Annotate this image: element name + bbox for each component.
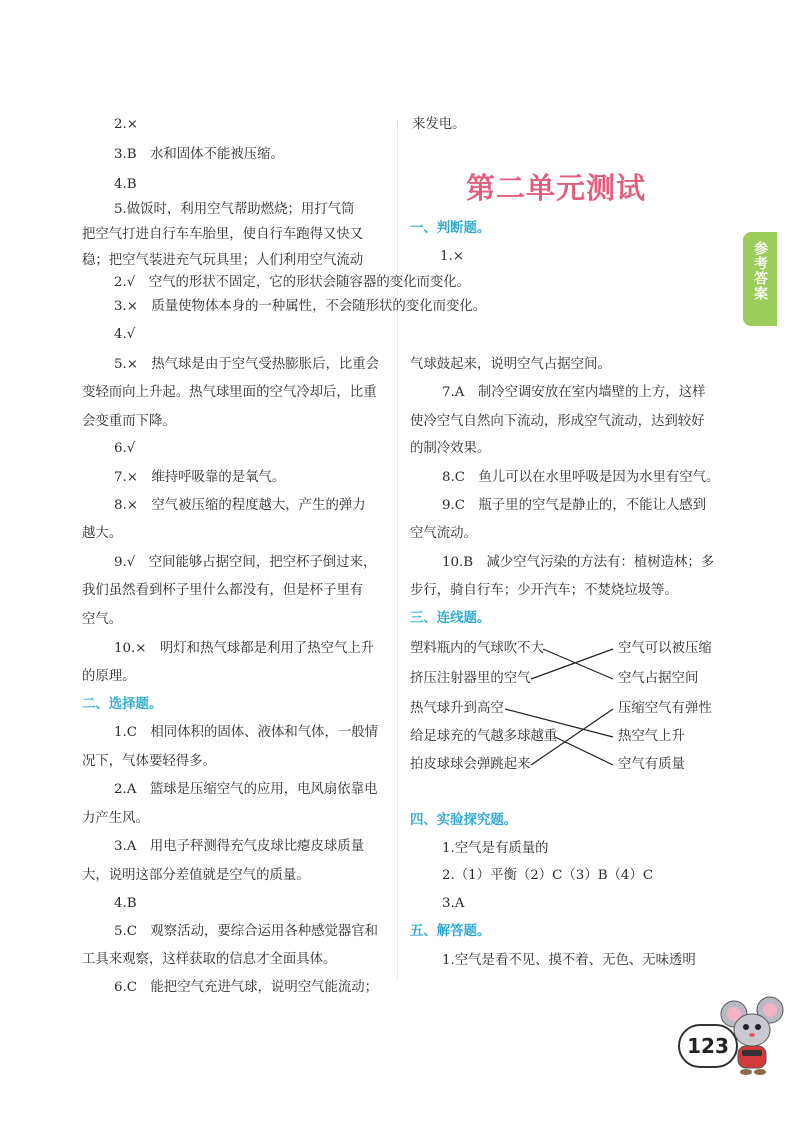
match-line: [531, 649, 613, 679]
answer-line: 会变重而下降。: [82, 414, 176, 429]
match-left-item: 塑料瓶内的气球吹不大: [410, 641, 544, 656]
answer-line: 5.× 热气球是由于空气受热膨胀后，比重会: [114, 357, 380, 372]
answer-line: 步行，骑自行车；少开汽车；不焚烧垃圾等。: [410, 583, 678, 598]
answer-line: 10.B 减少空气污染的方法有：植树造林；多: [442, 555, 715, 570]
matching-lines: [405, 632, 735, 792]
continuation-text: 来发电。: [412, 117, 466, 132]
section-heading-experiment: 四、实验探究题。: [410, 813, 518, 828]
answer-line: 10.× 明灯和热气球都是利用了热空气上升: [114, 641, 375, 656]
unit-title: 第二单元测试: [466, 171, 647, 205]
answer-line: 1.×: [440, 249, 464, 264]
match-right-item: 空气占据空间: [618, 671, 699, 686]
answer-line: 1.C 相同体积的固体、液体和气体，一般情: [114, 725, 379, 740]
answer-line: 使冷空气自然向下流动，形成空气流动，达到较好: [410, 414, 705, 429]
answer-line: 空气流动。: [410, 526, 477, 541]
answer-line: 9.√ 空间能够占据空间，把空杯子倒过来，: [114, 555, 377, 570]
page-number: 123: [678, 1024, 738, 1068]
answer-line: 我们虽然看到杯子里什么都没有，但是杯子里有: [82, 583, 364, 598]
answer-line: 1.空气是看不见、摸不着、无色、无味透明: [442, 953, 696, 968]
section-heading-matching: 三、连线题。: [410, 611, 491, 626]
section-heading-judge: 一、判断题。: [410, 221, 491, 236]
section-heading-choice: 二、选择题。: [82, 697, 163, 712]
answer-line: 8.C 鱼儿可以在水里呼吸是因为水里有空气。: [442, 470, 720, 485]
match-left-item: 给足球充的气越多球越重: [410, 729, 558, 744]
answer-line: 1.空气是有质量的: [442, 841, 549, 856]
answer-line: 4.√: [114, 327, 136, 342]
answer-line: 空气。: [82, 612, 123, 627]
match-line: [543, 649, 613, 679]
answer-line: 3.A: [442, 896, 465, 911]
answer-line: 稳；把空气装进充气玩具里；人们利用空气流动: [82, 253, 364, 268]
match-right-item: 空气可以被压缩: [618, 641, 712, 656]
answer-line: 2.（1）平衡（2）C（3）B（4）C: [442, 868, 654, 883]
column-divider: [397, 120, 398, 980]
match-right-item: 空气有质量: [618, 757, 685, 772]
answer-line: 的原理。: [82, 669, 136, 684]
answer-line: 5.C 观察活动，要综合运用各种感觉器官和: [114, 924, 379, 939]
match-left-item: 拍皮球球会弹跳起来: [410, 757, 531, 772]
match-right-item: 压缩空气有弹性: [618, 701, 712, 716]
match-line: [505, 709, 613, 737]
answer-line: 7.× 维持呼吸靠的是氧气。: [114, 470, 286, 485]
answer-line: 变轻而向上升起。热气球里面的空气冷却后，比重: [82, 385, 377, 400]
match-line: [555, 737, 613, 765]
reference-answer-tab: [743, 232, 777, 326]
answer-line: 4.B: [114, 177, 137, 192]
answer-line: 4.B: [114, 896, 137, 911]
tab-label: 参考答案: [752, 241, 768, 301]
answer-line: 9.C 瓶子里的空气是静止的，不能让人感到: [442, 498, 707, 513]
continuation-text: 气球鼓起来，说明空气占据空间。: [410, 357, 611, 372]
answer-line: 5.做饭时，利用空气帮助燃烧；用打气筒: [114, 202, 355, 217]
answer-line: 7.A 制冷空调安放在室内墙壁的上方，这样: [442, 385, 706, 400]
answer-line: 力产生风。: [82, 811, 149, 826]
match-line: [531, 709, 613, 765]
answer-line: 况下，气体要轻得多。: [82, 754, 216, 769]
answer-line: 2.√ 空气的形状不固定，它的形状会随容器的变化而变化。: [114, 275, 471, 290]
answer-line: 2.×: [114, 117, 138, 132]
match-left-item: 热气球升到高空: [410, 701, 504, 716]
answer-line: 的制冷效果。: [410, 441, 491, 456]
answer-line: 工具来观察，这样获取的信息才全面具体。: [82, 952, 337, 967]
answer-line: 6.C 能把空气充进气球，说明空气能流动；: [114, 980, 379, 995]
match-right-item: 热空气上升: [618, 729, 685, 744]
answer-line: 把空气打进自行车车胎里，使自行车跑得又快又: [82, 227, 364, 242]
answer-line: 大，说明这部分差值就是空气的质量。: [82, 868, 310, 883]
answer-line: 3.A 用电子秤测得充气皮球比瘪皮球质量: [114, 839, 365, 854]
match-left-item: 挤压注射器里的空气: [410, 671, 531, 686]
section-heading-answer: 五、解答题。: [410, 924, 491, 939]
answer-line: 3.B 水和固体不能被压缩。: [114, 147, 284, 162]
answer-line: 8.× 空气被压缩的程度越大，产生的弹力: [114, 498, 366, 513]
answer-line: 3.× 质量使物体本身的一种属性，不会随形状的变化而变化。: [114, 299, 487, 314]
answer-line: 越大。: [82, 526, 123, 541]
answer-line: 2.A 篮球是压缩空气的应用，电风扇依靠电: [114, 782, 378, 797]
answer-line: 6.√: [114, 441, 136, 456]
